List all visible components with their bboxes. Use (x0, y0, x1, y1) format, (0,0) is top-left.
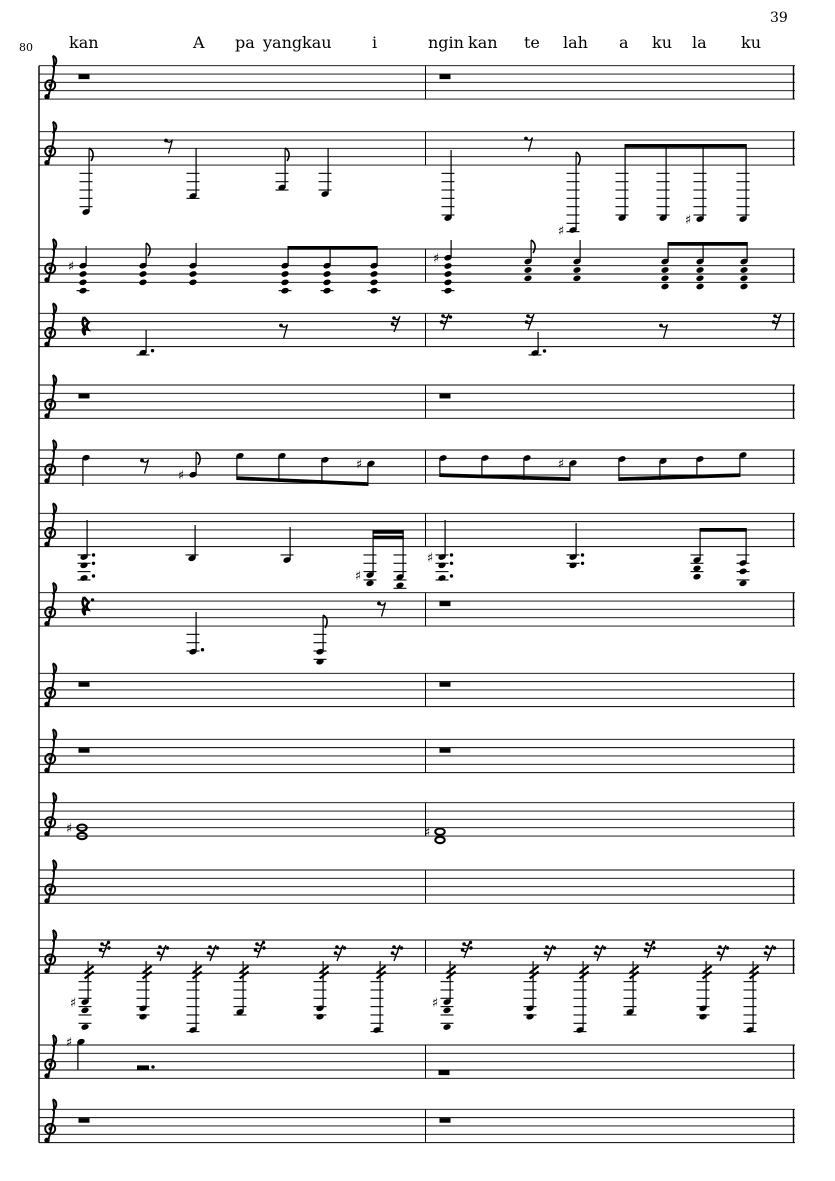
whole-measure-rest (79, 682, 90, 687)
sixteenth-rest (391, 945, 403, 961)
augmentation-dot (151, 1065, 154, 1068)
clef-eye (49, 331, 52, 334)
staff (39, 803, 795, 836)
sharp-accidental: ♯ (431, 995, 439, 1011)
lyric-syllable: lah (563, 33, 588, 52)
sixteenth-rest (207, 945, 220, 961)
notehead (79, 270, 88, 278)
quarter-rest (83, 597, 95, 615)
augmentation-dot (92, 574, 95, 577)
note (187, 148, 200, 200)
staff (39, 313, 795, 346)
notehead (524, 274, 533, 282)
note (314, 961, 329, 1021)
sharp-accidental: ♯ (432, 251, 440, 267)
treble-clef-icon (44, 122, 56, 166)
beam (440, 473, 571, 481)
sharp-accidental: ♯ (67, 259, 75, 275)
treble-clef-icon (44, 793, 56, 837)
augmentation-dot (450, 553, 453, 556)
measure-number: 80 (19, 41, 33, 54)
treble-clef-icon (44, 1099, 56, 1143)
notehead (80, 561, 89, 569)
augmentation-dot (343, 946, 346, 949)
staff (39, 940, 795, 973)
staff (39, 739, 795, 772)
notehead (323, 278, 332, 286)
clef-blob (44, 542, 49, 547)
augmentation-dot (151, 349, 154, 352)
notehead (79, 287, 88, 295)
notehead (696, 274, 705, 282)
note (68, 246, 90, 295)
staff (39, 249, 795, 282)
note (189, 243, 198, 286)
staff (39, 385, 795, 418)
note (355, 533, 377, 587)
augmentation-dot (652, 946, 655, 949)
whole-note-chord (424, 826, 445, 844)
note (737, 531, 750, 587)
staff (39, 1045, 795, 1078)
note (368, 249, 381, 295)
notehead (573, 274, 582, 282)
treble-clef-icon (44, 583, 56, 627)
augmentation-dot (166, 946, 169, 949)
rest-stroke (282, 325, 288, 339)
note (697, 961, 712, 1021)
staff (39, 132, 795, 165)
eighth-rest (659, 324, 667, 339)
augmentation-dot (216, 946, 219, 949)
rest-stroke (662, 325, 668, 339)
clef-eye (49, 1063, 52, 1066)
note (281, 527, 294, 564)
notehead (696, 266, 705, 274)
clef-blob (44, 968, 49, 973)
sixteenth-rest (544, 945, 557, 961)
quarter-rest (83, 317, 89, 335)
notehead (443, 1006, 452, 1014)
lyric-syllable: kan (69, 33, 99, 52)
notehead (281, 270, 290, 278)
whole-note-chord (66, 822, 87, 840)
notehead (323, 270, 332, 278)
note (186, 525, 199, 562)
augmentation-dot (450, 574, 453, 577)
whole-measure-rest (440, 75, 451, 80)
clef-eye (49, 150, 52, 153)
whole-measure-rest (79, 394, 90, 399)
notehead (438, 574, 447, 582)
sharp-accidental: ♯ (557, 223, 565, 239)
clef-eye (49, 531, 52, 534)
sharp-accidental: ♯ (355, 457, 363, 473)
lyric-syllable: ku (652, 33, 672, 52)
notehead (569, 561, 578, 569)
lyric-syllable: te (524, 33, 540, 52)
lyric-syllable: a (619, 33, 629, 52)
notehead (189, 270, 198, 278)
augmentation-dot (201, 648, 204, 651)
notehead (81, 1006, 90, 1014)
sixteenth-rest (334, 945, 346, 961)
augmentation-dot (92, 562, 95, 565)
note (624, 961, 639, 1016)
clef-blob (44, 160, 49, 165)
clef-blob (44, 277, 49, 282)
notehead (323, 287, 332, 295)
clef-eye (49, 821, 52, 824)
treble-clef-icon (44, 375, 56, 419)
note (80, 148, 94, 216)
augmentation-dot (262, 941, 265, 944)
sixteenth-rest (254, 941, 266, 958)
augmentation-dot (400, 946, 403, 949)
note (187, 961, 202, 1034)
note (524, 240, 536, 282)
rest-stroke (527, 138, 533, 152)
treble-clef-icon (44, 303, 56, 347)
note (685, 147, 707, 228)
note (321, 249, 334, 295)
lyric-syllable: yang (263, 33, 303, 52)
clef-blob (44, 1073, 49, 1078)
sixteenth-rest (717, 945, 730, 961)
beam (373, 530, 404, 534)
notehead (370, 278, 379, 286)
quarter-rest-glyph (83, 597, 89, 615)
note (276, 148, 290, 191)
note (139, 243, 151, 286)
note (234, 961, 249, 1016)
clef-blob (44, 702, 49, 707)
whole-notehead (435, 837, 444, 843)
note (66, 1036, 86, 1071)
augmentation-dot (773, 946, 776, 949)
whole-measure-rest (440, 394, 451, 399)
note (442, 150, 455, 222)
eighth-rest (164, 139, 172, 154)
clef-blob (44, 478, 49, 483)
notehead (316, 1013, 325, 1021)
clef-eye (49, 84, 52, 87)
note (661, 245, 670, 290)
augmentation-dot (553, 946, 556, 949)
lyric-syllable: i (372, 33, 378, 52)
augmentation-dot (450, 562, 453, 565)
notehead (281, 287, 290, 295)
page-number: 39 (770, 10, 788, 26)
beam (625, 144, 747, 148)
clef-eye (49, 691, 52, 694)
augmentation-dot (107, 941, 110, 944)
note (737, 147, 750, 223)
clef-eye (49, 757, 52, 760)
augmentation-dot (91, 598, 94, 601)
treble-clef-icon (44, 440, 56, 484)
note (279, 249, 292, 295)
staff (39, 870, 795, 903)
note (524, 961, 539, 1021)
augmentation-dot (581, 562, 584, 565)
notehead (438, 561, 447, 569)
note (573, 240, 582, 282)
notehead (81, 1023, 90, 1031)
note (696, 245, 705, 290)
notehead (740, 274, 749, 282)
augmentation-dot (543, 349, 546, 352)
notehead (139, 278, 148, 286)
clef-blob (44, 1138, 49, 1143)
clef-blob (44, 413, 49, 418)
note (178, 452, 200, 484)
clef-blob (44, 342, 49, 347)
clef-eye (49, 468, 52, 471)
notehead (79, 278, 88, 286)
augmentation-dot (107, 946, 110, 949)
treble-clef-icon (44, 860, 56, 904)
note (371, 961, 386, 1034)
quarter-rest-glyph (83, 317, 89, 335)
note (236, 452, 245, 480)
note (137, 330, 155, 357)
notehead (699, 1013, 708, 1021)
sharp-accidental: ♯ (684, 212, 692, 228)
sharp-accidental: ♯ (65, 1035, 73, 1051)
clef-eye (49, 267, 52, 270)
treble-clef-icon (44, 930, 56, 974)
whole-notehead (435, 829, 444, 835)
lyric-syllable: kan (468, 33, 498, 52)
clef-eye (49, 888, 52, 891)
sixteenth-rest (644, 941, 656, 958)
sharp-accidental: ♯ (354, 568, 362, 584)
note (432, 961, 456, 1031)
note (657, 147, 670, 222)
augmentation-dot (92, 553, 95, 556)
notehead (80, 574, 89, 582)
notehead (573, 266, 582, 274)
augmentation-dot (262, 946, 265, 949)
treble-clef-icon (44, 503, 56, 547)
notehead (696, 283, 705, 291)
half-rest-block (137, 1065, 149, 1070)
sixteenth-rest (461, 941, 473, 958)
note (137, 961, 152, 1021)
lyric-syllable: ku (741, 33, 761, 52)
sixteenth-rest (99, 941, 111, 958)
beam (237, 476, 369, 486)
beam (288, 246, 378, 250)
augmentation-dot (726, 946, 729, 949)
note (739, 451, 748, 477)
clef-eye (49, 611, 52, 614)
treble-clef-icon (44, 1035, 56, 1079)
notehead (370, 270, 379, 278)
lyric-syllable: la (692, 33, 707, 52)
notehead (366, 579, 375, 587)
sixteenth-rest (594, 945, 607, 961)
beam (619, 473, 741, 481)
notehead (661, 266, 670, 274)
augmentation-dot (652, 941, 655, 944)
whole-measure-rest (440, 1118, 451, 1123)
lyric-syllable: pa (235, 33, 255, 52)
clef-blob (44, 94, 49, 99)
note (314, 615, 328, 666)
notehead (443, 1023, 452, 1031)
notehead (139, 270, 148, 278)
notehead (189, 278, 198, 286)
clef-blob (44, 768, 49, 773)
clef-eye (49, 1127, 52, 1130)
staff (39, 1109, 795, 1142)
clef-blob (44, 831, 49, 836)
eighth-rest (279, 324, 287, 339)
whole-measure-rest (439, 1071, 450, 1076)
note (394, 533, 407, 589)
beam (700, 528, 747, 532)
sixteenth-rest (764, 945, 777, 961)
sixteenth-rest (157, 945, 170, 961)
notehead (739, 579, 748, 587)
staff (39, 513, 795, 546)
half-rest (137, 1065, 155, 1070)
staff (39, 593, 795, 626)
eighth-rest (140, 459, 148, 474)
whole-measure-rest (79, 1118, 90, 1123)
treble-clef-icon (44, 56, 56, 100)
note (319, 148, 332, 198)
whole-measure-rest (79, 748, 90, 753)
sharp-accidental: ♯ (69, 995, 77, 1011)
whole-measure-rest (440, 602, 451, 607)
augmentation-dot (603, 946, 606, 949)
note (529, 332, 547, 357)
note (744, 961, 759, 1034)
sharp-accidental: ♯ (557, 456, 565, 472)
clef-blob (44, 621, 49, 626)
notehead (526, 1013, 535, 1021)
notehead (444, 270, 453, 278)
treble-clef-icon (44, 729, 56, 773)
clef-eye (49, 958, 52, 961)
whole-measure-rest (79, 75, 90, 80)
lyric-syllable: A (193, 33, 205, 52)
note (70, 961, 94, 1031)
clef-blob (44, 898, 49, 903)
notehead (524, 266, 533, 274)
note (481, 454, 490, 478)
sharp-accidental: ♯ (65, 821, 73, 837)
note (616, 147, 629, 222)
beam (373, 536, 404, 540)
staff (39, 673, 795, 706)
note (187, 612, 205, 656)
notehead (281, 278, 290, 286)
notehead (444, 278, 453, 286)
eighth-rest (524, 137, 532, 152)
lyric-syllable: kau (302, 33, 332, 52)
notehead (693, 564, 702, 572)
note (427, 520, 453, 582)
treble-clef-icon (44, 663, 56, 707)
notehead (444, 287, 453, 295)
augmentation-dot (581, 553, 584, 556)
sharp-accidental: ♯ (423, 825, 431, 841)
note (321, 456, 330, 484)
sharp-accidental: ♯ (426, 550, 434, 566)
augmentation-dot (449, 315, 452, 318)
notehead (739, 567, 748, 575)
note (78, 520, 96, 582)
notehead (444, 262, 453, 270)
notehead (661, 274, 670, 282)
note (574, 961, 589, 1034)
staff (39, 66, 795, 99)
notehead (661, 283, 670, 291)
beam (668, 242, 748, 246)
augmentation-dot (469, 946, 472, 949)
notehead (740, 266, 749, 274)
sharp-accidental: ♯ (177, 468, 185, 484)
note (433, 240, 455, 295)
notehead (139, 1013, 148, 1021)
whole-measure-rest (440, 682, 451, 687)
note (740, 245, 749, 290)
note (356, 457, 376, 486)
augmentation-dot (469, 941, 472, 944)
treble-clef-icon (44, 239, 56, 283)
clef-eye (49, 403, 52, 406)
rest-stroke (167, 140, 173, 154)
notehead (693, 573, 702, 581)
notehead (740, 283, 749, 291)
lyric-syllable: ngin (428, 33, 464, 52)
notehead (370, 287, 379, 295)
whole-measure-rest (440, 748, 451, 753)
